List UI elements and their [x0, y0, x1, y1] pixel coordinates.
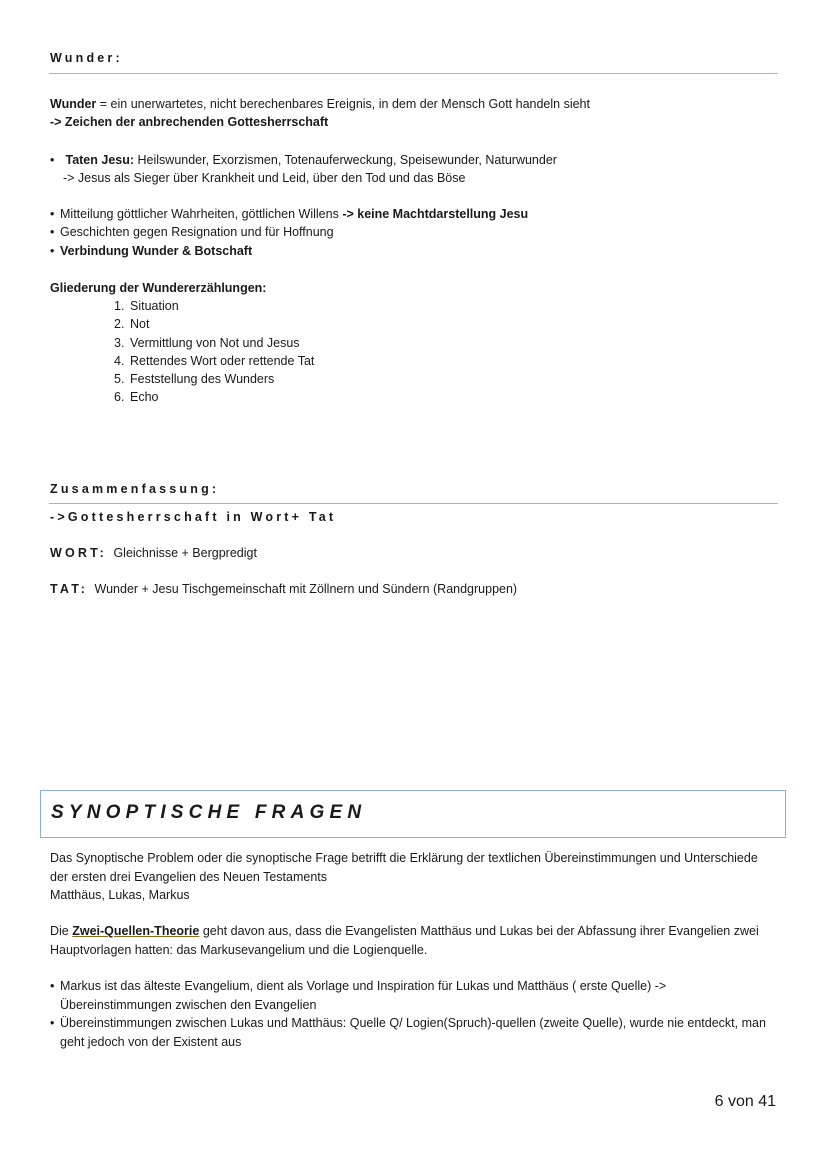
list-item: • Übereinstimmungen zwischen Lukas und Matthäus: Quelle Q/ Logien(Spruch)-quellen (zweite Quelle), wurde nie entdeckt, man geht jedoch von der Existent aus [50, 1016, 766, 1049]
bullet-dot: • [50, 244, 55, 258]
wort-label: WORT: [50, 546, 107, 560]
summary-line: ->Gottesherrschaft in Wort+ Tat [50, 510, 337, 524]
tat-text: Wunder + Jesu Tischgemeinschaft mit Zöllnern und Sündern (Randgruppen) [94, 582, 518, 596]
zusammenfassung-heading: Zusammenfassung: [50, 482, 220, 496]
list-item: 5. Feststellung des Wunders [114, 372, 275, 387]
section-title: SYNOPTISCHE FRAGEN [51, 802, 367, 823]
list-item: 6. Echo [114, 390, 159, 405]
heading-rule [49, 73, 778, 74]
intro-paragraph: Das Synoptische Problem oder die synoptische Frage betrifft die Erklärung der textlichen Übereinstimmungen und Unterschiede der ersten drei Evangelien des Neuen Testaments Matthäus, Lukas, Markus [50, 851, 758, 902]
list-item: • Geschichten gegen Resignation und für Hoffnung [50, 225, 334, 239]
definition-term: Wunder [50, 97, 97, 111]
list-item: • Markus ist das älteste Evangelium, dient als Vorlage und Inspiration für Lukas und Matthäus ( erste Quelle) -> Übereinstimmungen zwischen den Evangelien [50, 979, 667, 1012]
list-item: • Taten Jesu: Heilswunder, Exorzismen, Totenauferweckung, Speisewunder, Naturwunder [50, 153, 557, 167]
definition-text: = ein unerwartetes, nicht berechenbares Ereignis, in dem der Mensch Gott handeln sieht [96, 97, 590, 111]
bullet-dot: • [50, 979, 55, 993]
list-item: • Mitteilung göttlicher Wahrheiten, göttlichen Willens -> keine Machtdarstellung Jesu [50, 207, 529, 221]
gliederung-title: Gliederung der Wundererzählungen: [50, 281, 267, 295]
theory-term: Zwei-Quellen-Theorie [72, 924, 200, 938]
wunder-heading: Wunder: [50, 51, 123, 65]
definition-sub: -> Zeichen der anbrechenden Gottesherrschaft [50, 115, 329, 129]
bullet-dot: • [50, 1016, 55, 1030]
page-number: 6 von 41 [714, 1093, 776, 1110]
tat-line [50, 582, 517, 596]
bullet-dot: • [50, 153, 55, 167]
list-item: 1. Situation [114, 299, 179, 313]
taten-sub: -> Jesus als Sieger über Krankheit und Leid, über den Tod und das Böse [63, 171, 466, 185]
list-item: 4. Rettendes Wort oder rettende Tat [114, 353, 315, 368]
tat-label: TAT: [50, 582, 89, 596]
wort-line [50, 546, 257, 560]
list-item: • Verbindung Wunder & Botschaft [50, 244, 253, 258]
wunder-definition [50, 95, 590, 113]
theory-paragraph: Die Zwei-Quellen-Theorie geht davon aus, dass die Evangelisten Matthäus und Lukas bei der Abfassung ihrer Evangelien zwei Hauptvorlagen hatten: das Markusevangelium und die Logienquelle. [50, 924, 759, 957]
list-item: 3. Vermittlung von Not und Jesus [114, 335, 300, 350]
bullet-dot: • [50, 207, 55, 221]
heading-rule [49, 503, 778, 504]
bullet-dot: • [50, 225, 55, 239]
section-title-box [40, 790, 786, 838]
wort-text: Gleichnisse + Bergpredigt [113, 546, 257, 560]
list-item: 2. Not [114, 317, 150, 332]
gliederung-list [114, 297, 314, 407]
taten-label: Taten Jesu: [65, 153, 135, 167]
